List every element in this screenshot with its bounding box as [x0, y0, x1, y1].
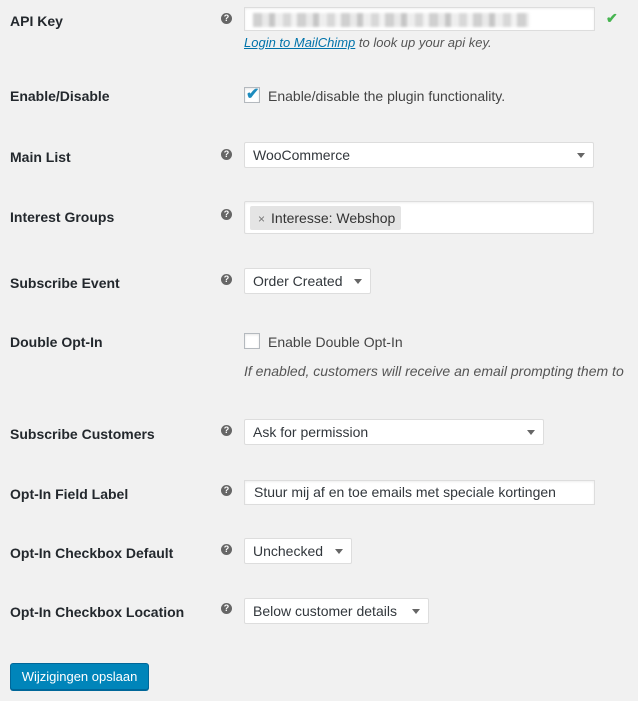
optin-default-help-icon[interactable]: ?: [221, 544, 232, 555]
enable-disable-label: Enable/Disable: [10, 88, 110, 104]
chevron-down-icon: [577, 153, 585, 158]
subscribe-customers-label: Subscribe Customers: [10, 426, 155, 442]
api-key-label: API Key: [10, 13, 63, 29]
subscribe-event-help-icon[interactable]: ?: [221, 274, 232, 285]
optin-field-label-help-icon[interactable]: ?: [221, 485, 232, 496]
api-key-description-text: to look up your api key.: [355, 35, 492, 50]
interest-groups-multiselect[interactable]: [244, 201, 594, 234]
interest-groups-label: Interest Groups: [10, 209, 115, 225]
double-optin-description: If enabled, customers will receive an email prompting them to: [244, 363, 624, 379]
main-list-help-icon[interactable]: ?: [221, 149, 232, 160]
subscribe-event-value: Order Created: [253, 273, 343, 289]
api-key-description: [244, 35, 492, 50]
optin-default-label: Opt-In Checkbox Default: [10, 545, 174, 561]
main-list-value: WooCommerce: [253, 147, 350, 163]
chevron-down-icon: [335, 549, 343, 554]
main-list-label: Main List: [10, 149, 71, 165]
optin-field-label-input[interactable]: Stuur mij af en toe emails met speciale kortingen: [244, 480, 595, 505]
enable-checkbox-label[interactable]: Enable/disable the plugin functionality.: [268, 88, 506, 104]
check-icon: ✔: [606, 10, 618, 26]
double-optin-checkbox-label[interactable]: Enable Double Opt-In: [268, 334, 403, 350]
login-mailchimp-link[interactable]: Login to MailChimp: [244, 35, 356, 50]
subscribe-event-label: Subscribe Event: [10, 275, 120, 291]
interest-groups-help-icon[interactable]: ?: [221, 209, 232, 220]
enable-checkbox[interactable]: [244, 87, 260, 103]
optin-default-select[interactable]: [244, 538, 352, 564]
api-key-input[interactable]: [244, 7, 595, 31]
optin-location-value: Below customer details: [253, 603, 397, 619]
subscribe-customers-value: Ask for permission: [253, 424, 369, 440]
chevron-down-icon: [527, 430, 535, 435]
save-changes-button[interactable]: Wijzigingen opslaan: [10, 663, 149, 690]
subscribe-event-select[interactable]: [244, 268, 371, 294]
optin-location-label: Opt-In Checkbox Location: [10, 604, 185, 620]
remove-token-icon[interactable]: ×: [258, 212, 266, 226]
optin-location-select[interactable]: [244, 598, 429, 624]
interest-group-token: [250, 206, 401, 230]
api-key-masked-value: [253, 13, 529, 27]
subscribe-customers-help-icon[interactable]: ?: [221, 425, 232, 436]
subscribe-customers-select[interactable]: [244, 419, 544, 445]
main-list-select[interactable]: [244, 142, 594, 168]
checkmark-icon: ✔: [246, 86, 260, 103]
double-optin-label: Double Opt-In: [10, 334, 103, 350]
chevron-down-icon: [412, 609, 420, 614]
optin-default-value: Unchecked: [253, 543, 324, 559]
optin-field-label-label: Opt-In Field Label: [10, 486, 129, 502]
double-optin-checkbox[interactable]: [244, 333, 260, 349]
api-key-help-icon[interactable]: ?: [221, 13, 232, 24]
optin-location-help-icon[interactable]: ?: [221, 603, 232, 614]
chevron-down-icon: [354, 279, 362, 284]
interest-group-token-label: Interesse: Webshop: [271, 210, 396, 226]
